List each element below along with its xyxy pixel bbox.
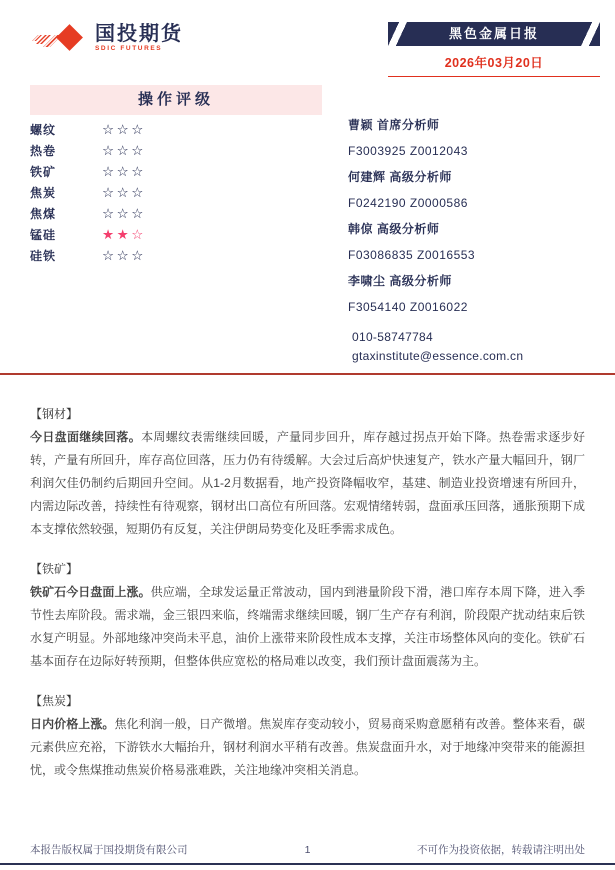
contact-phone: 010-58747784 [352, 330, 434, 344]
contact-block [348, 328, 600, 366]
page-number: 1 [304, 843, 311, 856]
section-title: 【铁矿】 [30, 562, 79, 576]
analyst-name-title: 李啸尘 高级分析师 [348, 274, 452, 288]
section-body-text: 焦化利润一般，日产微增。焦炭库存变动较小，贸易商采购意愿稍有改善。整体来看，碳元素供应充裕，下游铁水大幅抬升，钢材利润水平稍有改善。焦炭盘面升水，对于地缘冲突带来的能源担忧，或令焦煤推动焦炭价格易涨难跌，关注地缘冲突相关消息。 [30, 717, 585, 777]
brand-name-cn: 国投期货 [95, 22, 183, 45]
rating-label: 焦炭 [30, 186, 57, 200]
rating-stars: ☆☆☆ [102, 184, 146, 200]
rating-row-hot-coil [30, 140, 322, 161]
rating-stars: ☆☆☆ [102, 121, 146, 137]
footer-disclaimer: 不可作为投资依据，转载请注明出处 [417, 844, 585, 856]
brand-name-en: SDIC FUTURES [95, 44, 163, 52]
section-lead: 铁矿石今日盘面上涨。 [30, 585, 151, 599]
bottom-border-line [0, 863, 615, 865]
rating-row-rebar [30, 119, 322, 140]
rating-label: 热卷 [30, 144, 57, 158]
section-body-text: 本周螺纹表需继续回暖，产量同步回升，库存越过拐点开始下降。热卷需求逐步好转，产量有所回升，库存高位回落，压力仍有待缓解。大会过后高炉快速复产，铁水产量大幅回升，钢厂利润欠佳仍制约后期回升空间。从1-2月数据看，地产投资降幅收窄，基建、制造业投资增速有所回升，内需边际改善，持续性有待观察，钢材出口高位有所回落。宏观情绪转弱，盘面承压回落，通胀预期下成本支撑依然较强，短期仍有反复，关注伊朗局势变化及旺季需求成色。 [30, 430, 585, 536]
analyst-entry [348, 268, 600, 320]
rating-label: 锰硅 [30, 228, 57, 242]
page-footer [0, 842, 615, 857]
section-title: 【钢材】 [30, 407, 79, 421]
section-lead: 日内价格上涨。 [30, 717, 115, 731]
top-columns [0, 77, 615, 366]
analyst-cert-numbers: F3003925 Z0012043 [348, 144, 468, 158]
footer-copyright: 本报告版权属于国投期货有限公司 [30, 844, 188, 856]
section-text [30, 713, 585, 782]
analyst-entry [348, 164, 600, 216]
rating-stars-highlighted: ★★☆ [102, 226, 146, 242]
contact-email[interactable]: gtaxinstitute@essence.com.cn [352, 349, 524, 363]
rating-label: 硅铁 [30, 249, 57, 263]
rating-row-silicomanganese [30, 224, 322, 245]
rating-label: 铁矿 [30, 165, 57, 179]
logo-text [95, 24, 183, 53]
rating-label: 焦煤 [30, 207, 57, 221]
report-title: 黑色金属日报 [448, 26, 539, 41]
header-right [388, 22, 600, 77]
rating-stars: ☆☆☆ [102, 205, 146, 221]
section-lead: 今日盘面继续回落。 [30, 430, 142, 444]
section-coke [30, 690, 585, 782]
rating-row-coke [30, 182, 322, 203]
analyst-cert-numbers: F0242190 Z0000586 [348, 196, 468, 210]
rating-stars: ☆☆☆ [102, 163, 146, 179]
analyst-cert-numbers: F3054140 Z0016022 [348, 300, 468, 314]
analysts-panel [348, 85, 600, 366]
rating-stars: ☆☆☆ [102, 247, 146, 263]
analyst-entry [348, 216, 600, 268]
report-date: 2026年03月20日 [388, 53, 600, 77]
section-body-text: 供应端，全球发运量正常波动，国内到港量阶段下滑，港口库存本周下降，进入季节性去库阶段。需求端，金三银四来临，终端需求继续回暖，钢厂生产存有利润，阶段限产扰动结束后铁水复产明显。外部地缘冲突尚未平息，油价上涨带来阶段性成本支撑，关注市场整体风向的变化。铁矿石基本面存在边际好转预期，但整体供应宽松的格局难以改变，我们预计盘面震荡为主。 [30, 585, 585, 668]
analyst-cert-numbers: F03086835 Z0016553 [348, 248, 476, 262]
rating-stars: ☆☆☆ [102, 142, 146, 158]
section-text [30, 426, 585, 541]
company-logo [30, 20, 183, 56]
ratings-panel [30, 85, 322, 366]
logo-mark-icon [30, 20, 88, 56]
section-steel [30, 403, 585, 541]
section-title: 【焦炭】 [30, 694, 79, 708]
analyst-name-title: 曹颖 首席分析师 [348, 118, 440, 132]
section-iron-ore [30, 558, 585, 673]
rating-row-coking-coal [30, 203, 322, 224]
report-body [0, 375, 615, 782]
section-text [30, 581, 585, 673]
rating-row-ferrosilicon [30, 245, 322, 266]
ratings-header: 操作评级 [30, 85, 322, 115]
analyst-name-title: 何建辉 高级分析师 [348, 170, 452, 184]
report-title-banner [388, 22, 600, 46]
page-header [0, 0, 615, 77]
rating-row-iron-ore [30, 161, 322, 182]
rating-label: 螺纹 [30, 123, 57, 137]
analyst-entry [348, 112, 600, 164]
analyst-name-title: 韩倞 高级分析师 [348, 222, 440, 236]
